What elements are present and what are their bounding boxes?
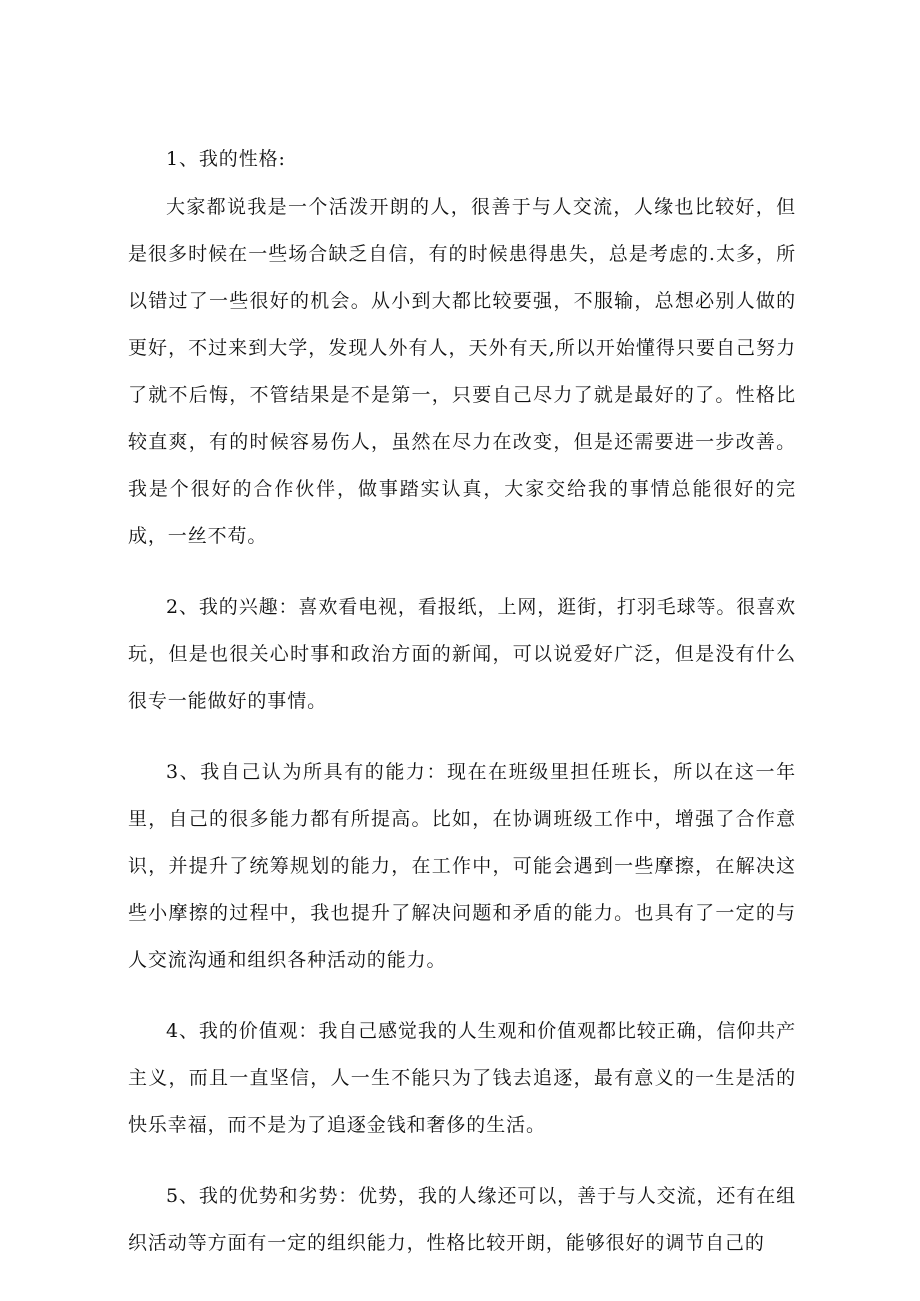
paragraph-gap xyxy=(128,560,796,584)
section-2-paragraph: 2、我的兴趣：喜欢看电视，看报纸，上网，逛街，打羽毛球等。很喜欢玩，但是也很关心时事和政治方面的新闻，可以说爱好广泛，但是没有什么很专一能做好的事情。 xyxy=(128,596,796,712)
document-body xyxy=(128,136,796,1267)
paragraph-gap xyxy=(128,984,796,1008)
section-4-paragraph: 4、我的价值观：我自己感觉我的人生观和价值观都比较正确，信仰共产主义，而且一直坚信，人一生不能只为了钱去追逐，最有意义的一生是活的快乐幸福，而不是为了追逐金钱和奢侈的生活。 xyxy=(128,1020,796,1136)
section-5-paragraph: 5、我的优势和劣势：优势，我的人缘还可以，善于与人交流，还有在组织活动等方面有一定的组织能力，性格比较开朗，能够很好的调节自己的 xyxy=(128,1185,796,1254)
section-1-paragraph: 大家都说我是一个活泼开朗的人，很善于与人交流，人缘也比较好，但是很多时候在一些场合缺乏自信，有的时候患得患失，总是考虑的.太多，所以错过了一些很好的机会。从小到大都比较要强，不服输，总想必别人做的更好，不过来到大学，发现人外有人，天外有天,所以开始懂得只要自己努力了就不后悔，不管结果是不是第一，只要自己尽力了就是最好的了。性格比较直爽，有的时候容易伤人，虽然在尽力在改变，但是还需要进一步改善。我是个很好的合作伙伴，做事踏实认真，大家交给我的事情总能很好的完成，一丝不苟。 xyxy=(128,196,796,547)
section-1-heading: 1、我的性格: xyxy=(166,148,286,170)
paragraph-gap xyxy=(128,725,796,749)
section-3-paragraph: 3、我自己认为所具有的能力：现在在班级里担任班长，所以在这一年里，自己的很多能力都有所提高。比如，在协调班级工作中，增强了合作意识，并提升了统筹规划的能力，在工作中，可能会遇到一些摩擦，在解决这些小摩擦的过程中，我也提升了解决问题和矛盾的能力。也具有了一定的与人交流沟通和组织各种活动的能力。 xyxy=(128,761,796,971)
paragraph-gap xyxy=(128,1149,796,1173)
